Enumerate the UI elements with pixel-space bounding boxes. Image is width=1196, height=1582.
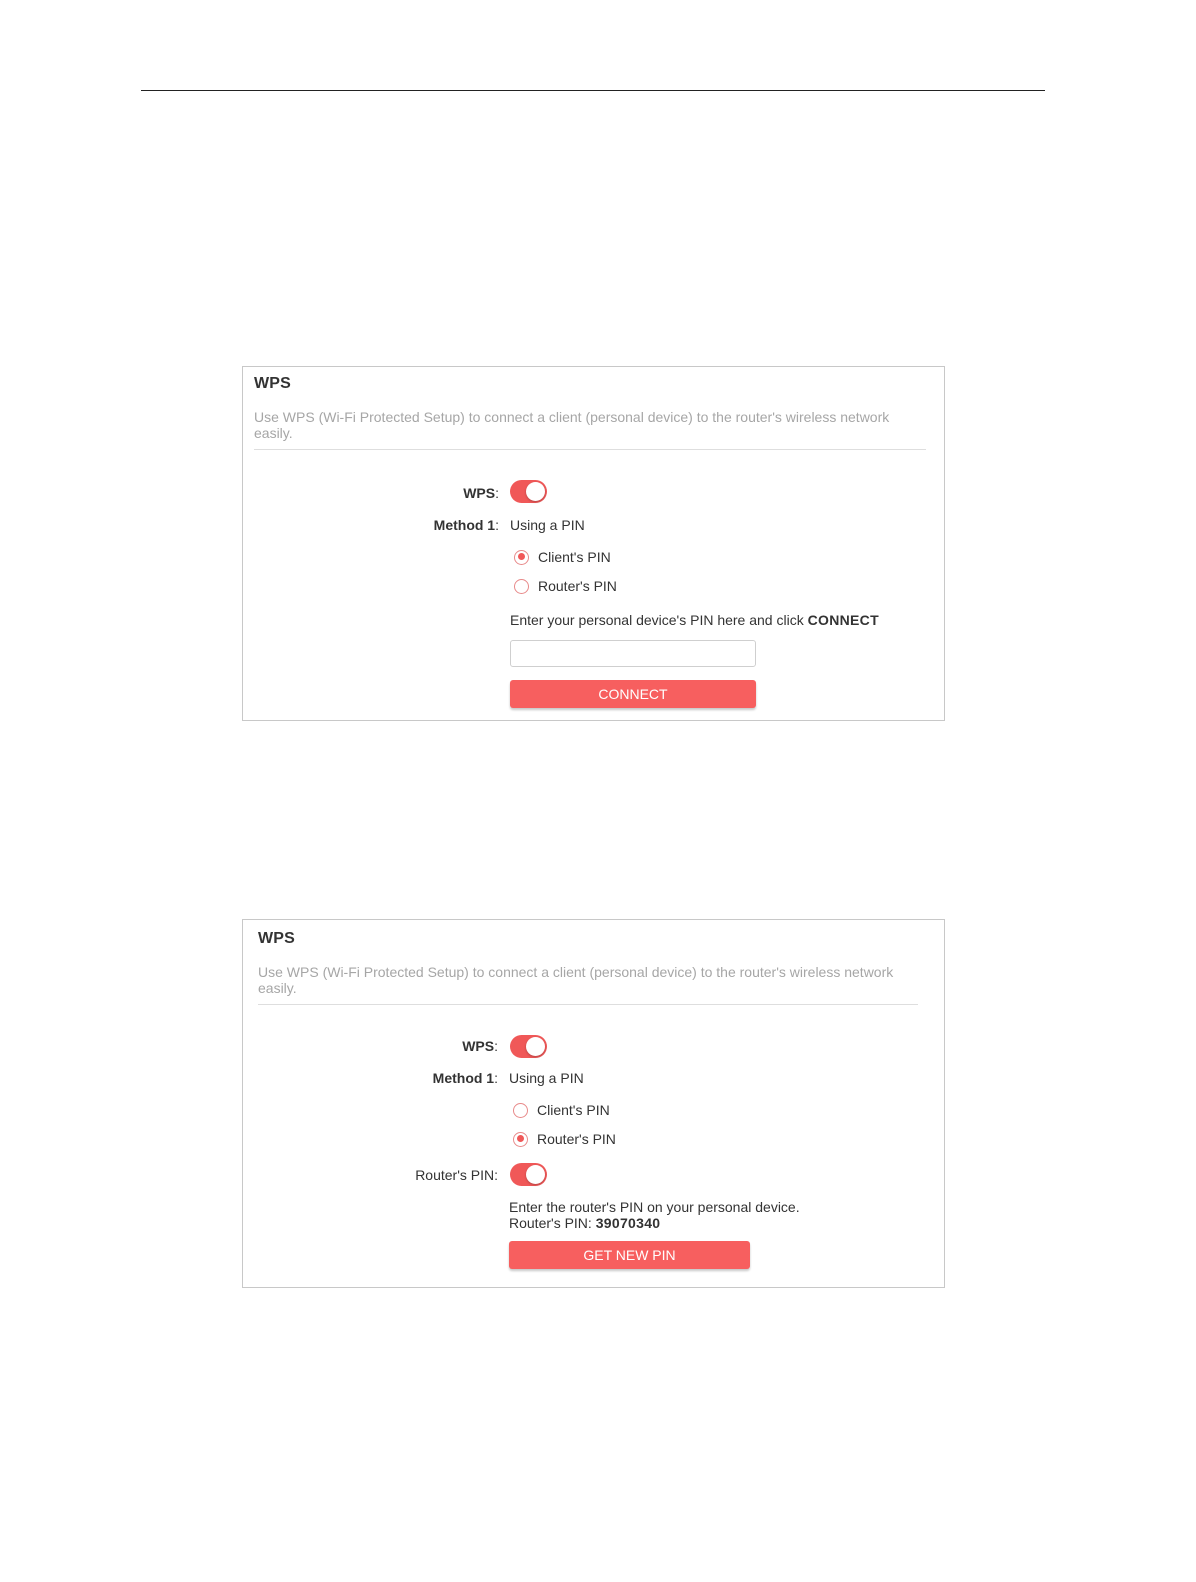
- method-label: Method 1:: [432, 1070, 498, 1086]
- panel-divider: [254, 449, 926, 450]
- routers-pin-label: Router's PIN:: [415, 1167, 498, 1183]
- routers-pin-toggle[interactable]: [510, 1163, 547, 1186]
- panel-description: Use WPS (Wi-Fi Protected Setup) to connect a client (personal device) to the router's wireless network easily.: [258, 964, 894, 996]
- get-new-pin-button[interactable]: GET NEW PIN: [509, 1241, 750, 1269]
- radio-label: Router's PIN: [538, 578, 617, 594]
- method-value: Using a PIN: [510, 517, 585, 533]
- wps-toggle[interactable]: [510, 480, 547, 503]
- client-pin-input[interactable]: [510, 640, 756, 667]
- wps-panel-routers-pin: [242, 919, 945, 1288]
- radio-clients-pin[interactable]: [514, 549, 611, 565]
- wps-label: WPS:: [463, 485, 499, 501]
- router-pin-value: 39070340: [595, 1215, 661, 1231]
- radio-label: Client's PIN: [538, 549, 611, 565]
- panel-title: WPS: [258, 930, 296, 947]
- connect-keyword: CONNECT: [807, 612, 879, 628]
- toggle-knob: [526, 1165, 545, 1184]
- wps-panel-clients-pin: [242, 366, 945, 721]
- radio-unchecked-icon[interactable]: [513, 1103, 528, 1118]
- toggle-knob: [526, 482, 545, 501]
- wps-label: WPS:: [462, 1038, 498, 1054]
- radio-clients-pin[interactable]: [513, 1102, 610, 1118]
- toggle-knob: [526, 1037, 545, 1056]
- router-pin-readout: Router's PIN: 39070340: [509, 1215, 661, 1231]
- radio-routers-pin[interactable]: [514, 578, 617, 594]
- router-pin-instruction: Enter the router's PIN on your personal device.: [509, 1199, 800, 1215]
- pin-instruction: Enter your personal device's PIN here and click CONNECT: [510, 612, 879, 628]
- radio-label: Router's PIN: [537, 1131, 616, 1147]
- radio-label: Client's PIN: [537, 1102, 610, 1118]
- radio-unchecked-icon[interactable]: [514, 579, 529, 594]
- wps-toggle[interactable]: [510, 1035, 547, 1058]
- radio-checked-icon[interactable]: [513, 1132, 528, 1147]
- method-value: Using a PIN: [509, 1070, 584, 1086]
- radio-checked-icon[interactable]: [514, 550, 529, 565]
- method-label: Method 1:: [433, 517, 499, 533]
- panel-description: Use WPS (Wi-Fi Protected Setup) to connect a client (personal device) to the router's wireless network easily.: [254, 409, 890, 441]
- panel-divider: [258, 1004, 918, 1005]
- panel-title: WPS: [254, 375, 292, 392]
- radio-routers-pin[interactable]: [513, 1131, 616, 1147]
- page-header-rule: [141, 90, 1045, 91]
- connect-button[interactable]: CONNECT: [510, 680, 756, 708]
